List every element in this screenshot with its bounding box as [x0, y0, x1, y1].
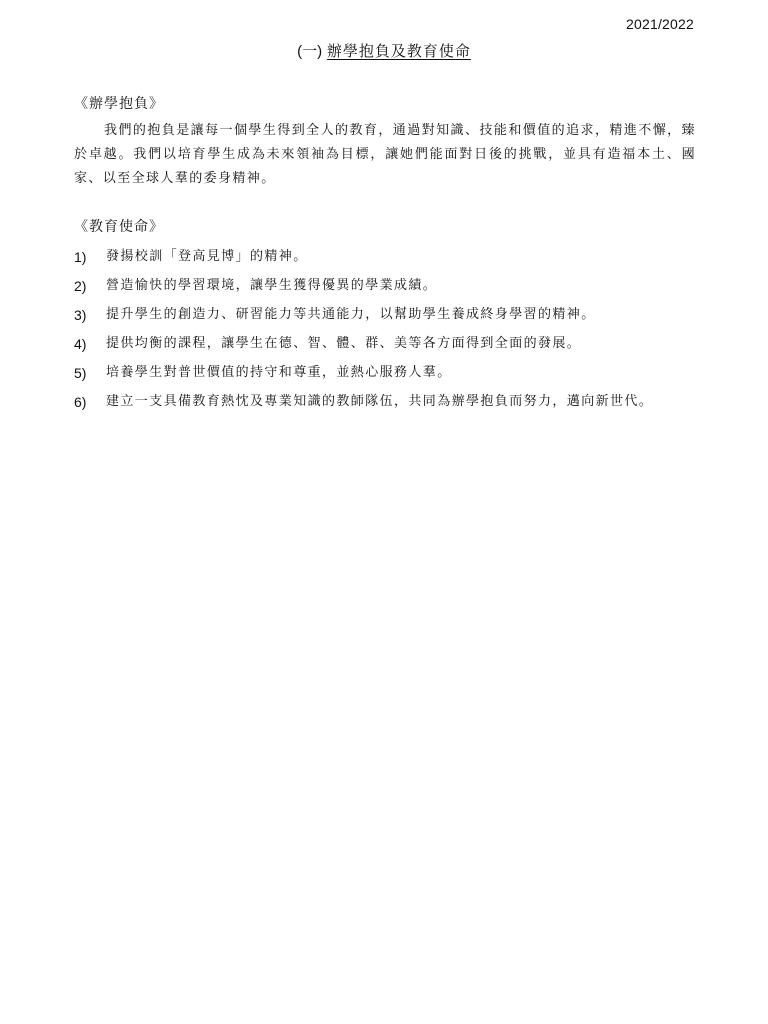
- list-item-number: 4): [74, 336, 87, 352]
- list-item: [74, 333, 696, 355]
- list-item: [74, 275, 696, 297]
- list-item-text: 營造愉快的學習環境，讓學生獲得優異的學業成績。: [106, 278, 438, 293]
- list-item-number: 6): [74, 394, 87, 410]
- list-item-number: 5): [74, 365, 87, 381]
- list-item: [74, 391, 696, 413]
- mission-list: [74, 246, 696, 420]
- list-item-text: 培養學生對普世價值的持守和尊重，並熱心服務人羣。: [106, 365, 452, 380]
- section-number: (一): [297, 43, 323, 60]
- school-year: 2021/2022: [626, 16, 694, 32]
- list-item-number: 2): [74, 278, 87, 294]
- list-item: [74, 362, 696, 384]
- list-item-text: 提供均衡的課程，讓學生在德、智、體、群、美等各方面得到全面的發展。: [106, 336, 582, 351]
- list-item-text: 發揚校訓「登高見博」的精神。: [106, 249, 308, 264]
- list-item-text: 提升學生的創造力、研習能力等共通能力，以幫助學生養成終身學習的精神。: [106, 307, 596, 322]
- list-item-number: 3): [74, 307, 87, 323]
- vision-heading: 《辦學抱負》: [74, 96, 164, 112]
- list-item: [74, 304, 696, 326]
- list-item-number: 1): [74, 249, 87, 265]
- vision-paragraph: 我們的抱負是讓每一個學生得到全人的教育，通過對知識、技能和價值的追求，精進不懈，臻於卓越。我們以培育學生成為未來領袖為目標，讓她們能面對日後的挑戰，並具有造福本土、國家、以至全球人羣的委身精神。: [74, 123, 696, 186]
- list-item-text: 建立一支具備教育熱忱及專業知識的教師隊伍，共同為辦學抱負而努力，邁向新世代。: [106, 394, 654, 409]
- mission-heading: 《教育使命》: [74, 219, 164, 235]
- page-title: [0, 40, 768, 61]
- list-item: [74, 246, 696, 268]
- section-title: 辦學抱負及教育使命: [326, 42, 471, 60]
